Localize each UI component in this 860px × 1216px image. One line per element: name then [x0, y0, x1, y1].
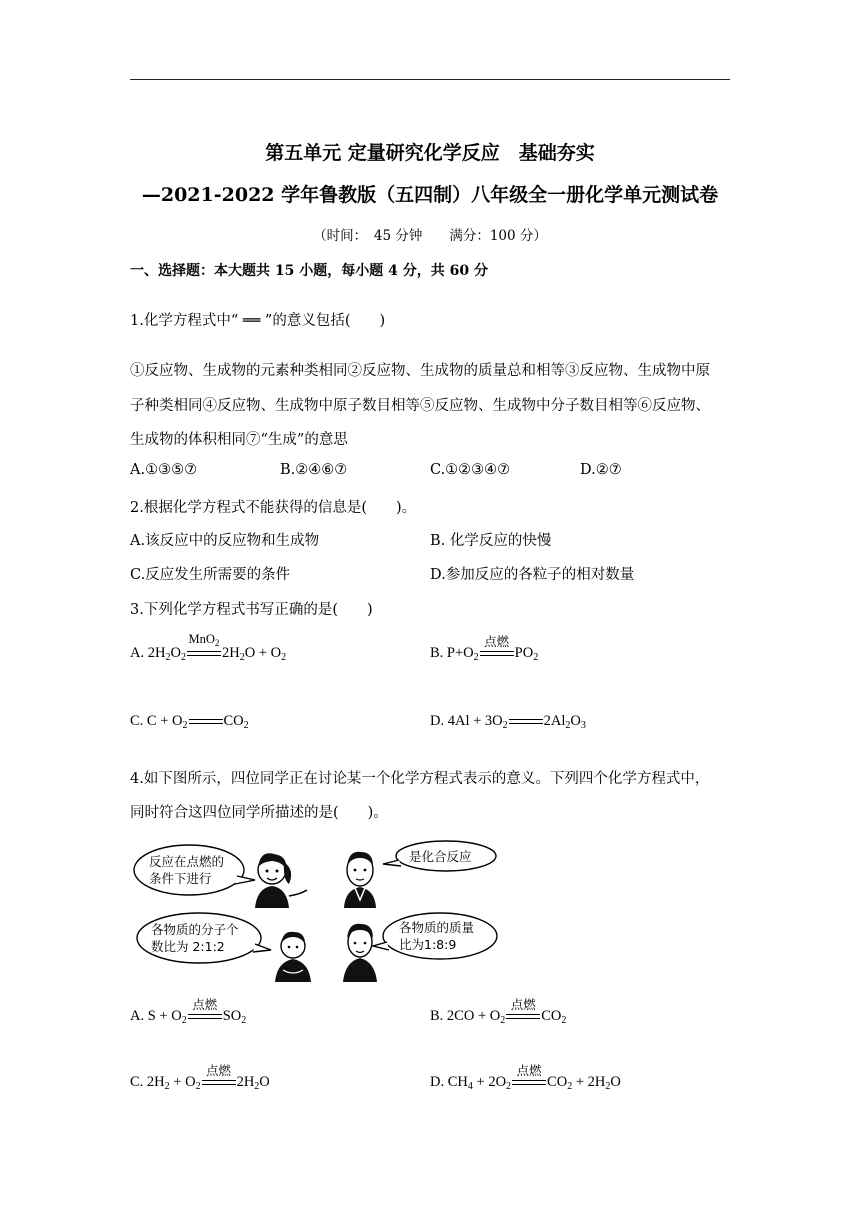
q4-option-d[interactable]: D. $CH_4 + 2O_2$ 点燃 $CO_2 + 2H_2O$: [430, 1063, 621, 1092]
equation-arrow: 点燃: [506, 1013, 540, 1021]
q1-option-c[interactable]: C.①②③④⑦: [430, 462, 511, 478]
boy-student-icon: [344, 852, 376, 908]
bubble-1-line2: 条件下进行: [149, 871, 212, 886]
equation-arrow: 点燃: [202, 1079, 236, 1087]
q1-text-line3: 生成物的体积相同⑦“生成”的意思: [130, 432, 348, 448]
q1-option-b[interactable]: B.②④⑥⑦: [280, 462, 348, 478]
equation-arrow: MnO$_2$: [187, 650, 221, 658]
q1-text-line2: 子种类相同④反应物、生成物中原子数目相等⑤反应物、生成物中分子数目相等⑥反应物、: [130, 398, 710, 414]
bubble-4-line1: 各物质的质量: [399, 920, 475, 935]
q4-option-b[interactable]: B. $2CO + O_2$ 点燃 $CO_2$: [430, 997, 567, 1026]
girl-student-icon: [255, 853, 307, 908]
boy-student-icon: [275, 932, 311, 982]
students-discussion-illustration: [133, 840, 503, 986]
exam-meta: （时间： 45 分钟 满分：100 分）: [313, 228, 547, 244]
speech-bubble-3: [137, 913, 271, 963]
q2-option-a[interactable]: A.该反应中的反应物和生成物: [130, 533, 320, 549]
q4-option-a[interactable]: A. $S + O_2$ 点燃 $SO_2$: [130, 997, 247, 1026]
page-subtitle: —2021-2022 学年鲁教版（五四制）八年级全一册化学单元测试卷: [141, 184, 719, 206]
equation-arrow: 点燃: [188, 1013, 222, 1021]
boy-student-icon: [343, 924, 377, 982]
speech-bubble-4: [373, 913, 497, 959]
q3-option-a[interactable]: A. $2H_2O_2$ MnO$_2$ $2H_2O + O_2$: [130, 631, 287, 663]
q4-option-c[interactable]: C. $2H_2 + O_2$ 点燃 $2H_2O$: [130, 1063, 270, 1092]
q4-stem-line2: 同时符合这四位同学所描述的是( )。: [130, 805, 388, 821]
equation-arrow: [189, 718, 223, 726]
q3-option-c[interactable]: C. $C + O_2$ $CO_2$: [130, 713, 249, 731]
q2-stem: 2.根据化学方程式不能获得的信息是( )。: [130, 500, 417, 516]
equation-arrow: [509, 718, 543, 726]
q3-option-b[interactable]: B. $P+O_2$ 点燃 $PO_2$: [430, 634, 539, 663]
bubble-4-line2: 比为1:8:9: [399, 937, 457, 952]
q4-stem-line1: 4.如下图所示，四位同学正在讨论某一个化学方程式表示的意义。下列四个化学方程式中，: [130, 771, 710, 787]
speech-bubble-2: [383, 841, 496, 871]
q3-option-d[interactable]: D. $4Al + 3O_2$ $2Al_2O_3$: [430, 713, 586, 731]
q3-stem: 3.下列化学方程式书写正确的是( ): [130, 602, 373, 618]
equation-arrow: 点燃: [512, 1079, 546, 1087]
page-title: 第五单元 定量研究化学反应 基础夯实: [265, 142, 595, 164]
equation-arrow: 点燃: [480, 650, 514, 658]
q1-option-a[interactable]: A.①③⑤⑦: [130, 462, 198, 478]
bubble-3-line1: 各物质的分子个: [151, 922, 239, 937]
bubble-1-line1: 反应在点燃的: [149, 854, 225, 869]
q1-text-line1: ①反应物、生成物的元素种类相同②反应物、生成物的质量总和相等③反应物、生成物中原: [130, 363, 710, 379]
q2-option-c[interactable]: C.反应发生所需要的条件: [130, 567, 291, 583]
bubble-3-line2: 数比为 2:1:2: [151, 939, 225, 954]
q1-option-d[interactable]: D.②⑦: [580, 462, 622, 478]
speech-bubble-1: [134, 845, 255, 895]
bubble-2-text: 是化合反应: [409, 849, 472, 864]
header-rule: [130, 79, 730, 80]
q2-option-d[interactable]: D.参加反应的各粒子的相对数量: [430, 567, 635, 583]
section-heading: 一、选择题：本大题共 15 小题，每小题 4 分，共 60 分: [130, 263, 488, 279]
q1-stem: 1.化学方程式中“ ══ ”的意义包括( ): [130, 313, 386, 329]
q2-option-b[interactable]: B. 化学反应的快慢: [430, 533, 552, 549]
